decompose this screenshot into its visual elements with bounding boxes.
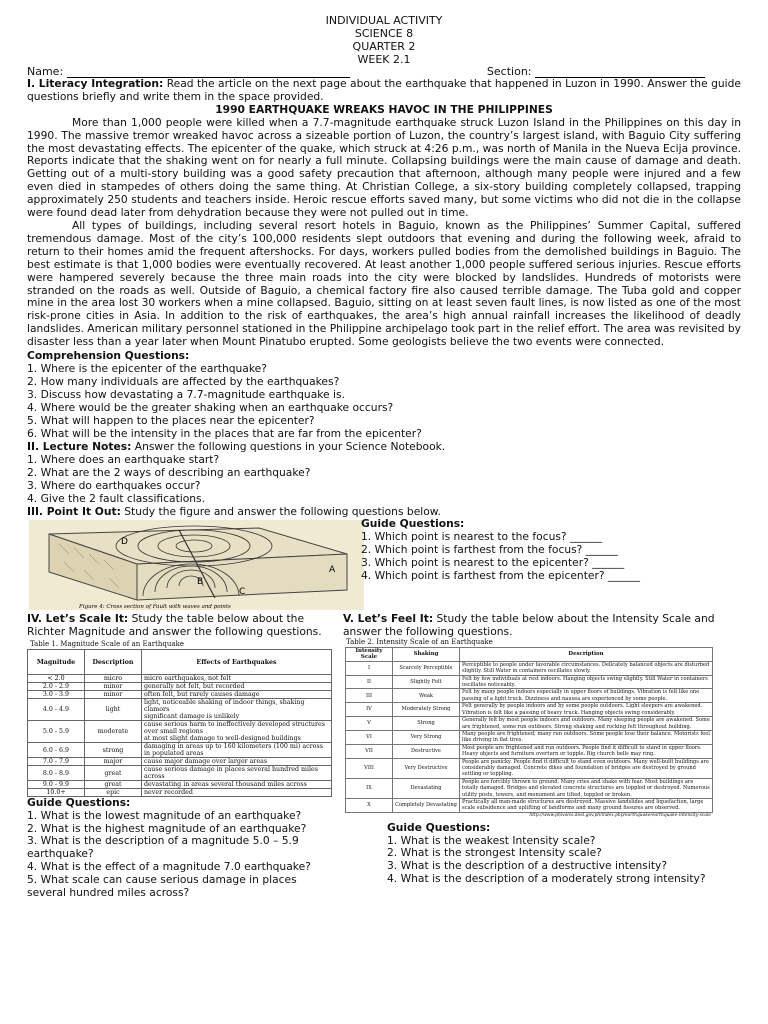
table-cell: strong <box>85 743 142 758</box>
list-item: 6. What will be the intensity in the places that are far from the epicenter? <box>27 427 422 441</box>
table-row <box>28 721 332 743</box>
table-cell: V <box>346 717 393 731</box>
part5-guide-questions <box>387 822 741 886</box>
list-item: 4. Give the 2 fault classifications. <box>27 492 206 506</box>
list-item: 1. What is the lowest magnitude of an earthquake? <box>27 808 302 822</box>
fault-cross-section-figure <box>29 520 364 610</box>
table-cell: great <box>85 781 142 789</box>
part3-heading: III. Point It Out: <box>27 505 121 519</box>
article-paragraph-2: All types of buildings, including several resort hotels in Baguio, known as the Philippines’ Summer Capital, suffered tremendous damage. Most of the city’s 100,000 residents slept outdoors that evening and during the following week, afraid to return to their homes amid the frequent aftershocks. For days, workers pulled bodies from the demolished buildings in Baguio. The best estimate is that 1,000 bodies were eventually recovered. At least another 1,000 people suffered serious injuries. Rescue efforts were hampered severely because the three main roads into the city were blocked by landslides. Hundreds of motorists were stranded on the roads as well. Outside of Baguio, a chemical factory fire also caused terrible damage. The Tuba gold and copper mine in the area lost 30 workers when a mine collapsed. Baguio, sitting on at least seven fault lines, is now listed as one of the most risk-prone cities in Asia. In addition to the risk of earthquakes, the area’s high annual rainfall increases the likelihood of deadly landslides. American military personnel stationed in the Philippine archipelago took part in the relief effort. The area was revisited by disaster less than a year later when Mount Pinatubo erupted. Some geologists believe the two events were connected. <box>27 218 741 349</box>
table-cell: minor <box>85 683 142 691</box>
table-cell: People are panicky. People find it difficult to stand even outdoors. Many well-built buildings are considerably damaged. Concrete dikes and foundation of bridges are destroyed by ground settling or toppling. <box>460 758 713 778</box>
article-title: 1990 EARTHQUAKE WREAKS HAVOC IN THE PHILIPPINES <box>215 102 553 116</box>
column-header: Intensity Scale <box>346 648 393 662</box>
table2-source: http://www.phivolcs.dost.gov.ph/index.php/earthquake/earthquake-intensity-scale <box>529 812 711 818</box>
table-cell: Destructive <box>393 744 460 758</box>
table-cell: damaging in areas up to 160 kilometers (100 mi) across in populated areas <box>142 743 332 758</box>
table-cell: Generally felt by most people indoors and outdoors. Many sleeping people are awakened. Some are frightened, some run outdoors. Strong shaking and rocking felt throughout building. <box>460 717 713 731</box>
table-cell: Felt by many people indoors especially in upper floors of buildings. Vibration is felt like one passing of a light truck. Dizziness and nausea are experienced by some people. <box>460 689 713 703</box>
part3-guide-heading: Guide Questions: <box>361 517 465 531</box>
table-cell: 7.0 - 7.9 <box>28 758 85 766</box>
intensity-column <box>343 612 741 886</box>
table-cell: Felt by few individuals at rest indoors. Hanging objects swing slightly. Still Water in containers oscillates noticeably. <box>460 675 713 689</box>
table-cell: < 2.0 <box>28 675 85 683</box>
table-row <box>346 758 713 778</box>
list-item: 4. What is the effect of a magnitude 7.0 earthquake? <box>27 860 311 874</box>
name-label: Name: <box>27 65 64 78</box>
table-cell: cause serious damage in places several hundred miles across <box>142 766 332 781</box>
list-item: 1. Where is the epicenter of the earthquake? <box>27 362 267 376</box>
part4-heading: IV. Let’s Scale It: <box>27 612 129 626</box>
point-it-out-section <box>27 518 741 612</box>
table-cell: II <box>346 675 393 689</box>
table-cell: Very Destructive <box>393 758 460 778</box>
header-quarter: QUARTER 2 <box>352 40 416 53</box>
table-row <box>28 691 332 699</box>
comprehension-questions <box>27 349 741 440</box>
part5-guide-heading: Guide Questions: <box>387 820 491 834</box>
magnitude-table <box>27 649 332 797</box>
figure-label-a: A <box>329 565 336 576</box>
figure-label-d: D <box>121 537 128 548</box>
part4-instruction: Study the table below about the Richter Magnitude and answer the following questions. <box>27 612 322 639</box>
part5-intro <box>343 612 741 638</box>
table-cell: Devastating <box>393 778 460 798</box>
part2-instruction: Answer the following questions in your Science Notebook. <box>131 440 446 454</box>
table-row <box>346 744 713 758</box>
table-cell: moderate <box>85 721 142 743</box>
table-cell: 8.0 - 8.9 <box>28 766 85 781</box>
table-cell: Weak <box>393 689 460 703</box>
table-cell: I <box>346 661 393 675</box>
list-item: 5. What scale can cause serious damage in places several hundred miles across? <box>27 872 297 899</box>
table-row <box>28 675 332 683</box>
part3-guide-questions <box>361 517 640 582</box>
table-cell: minor <box>85 691 142 699</box>
table-cell: 10.0+ <box>28 789 85 797</box>
table-cell: light, noticeable shaking of indoor things, shaking clamors significant damage is unlikely <box>142 699 332 721</box>
table-cell: 5.0 - 5.9 <box>28 721 85 743</box>
column-header: Description <box>460 648 713 662</box>
table-cell: great <box>85 766 142 781</box>
table-cell: often felt, but rarely causes damage <box>142 691 332 699</box>
list-item: 5. What will happen to the places near the epicenter? <box>27 414 315 428</box>
list-item: 1. Which point is nearest to the focus? ______ <box>361 530 603 544</box>
table-row <box>28 758 332 766</box>
column-header: Description <box>85 650 142 675</box>
table-cell: light <box>85 699 142 721</box>
part2-heading: II. Lecture Notes: <box>27 440 132 454</box>
figure-caption: Figure 4: Cross section of Fault with waves and points <box>79 604 231 611</box>
header-week: WEEK 2.1 <box>357 53 411 66</box>
table-cell: major <box>85 758 142 766</box>
table-cell: Completely Devastating <box>393 798 460 812</box>
comprehension-heading: Comprehension Questions: <box>27 349 190 363</box>
table-cell: micro earthquakes, not felt <box>142 675 332 683</box>
table-cell: epic <box>85 789 142 797</box>
column-header: Shaking <box>393 648 460 662</box>
part4-guide-questions <box>27 797 332 899</box>
list-item: 4. What is the description of a moderately strong intensity? <box>387 871 706 885</box>
tables-section <box>27 612 741 1022</box>
table-cell: Perceptible to people under favorable circumstances. Delicately balanced objects are disturbed slightly. Still Water in containers oscillates slowly. <box>460 661 713 675</box>
table-cell: X <box>346 798 393 812</box>
worksheet-header <box>0 0 768 66</box>
table-row <box>346 661 713 675</box>
section-label: Section: <box>486 65 532 78</box>
table-cell: III <box>346 689 393 703</box>
table-row <box>28 699 332 721</box>
table-cell: 3.0 - 3.9 <box>28 691 85 699</box>
part3-instruction: Study the figure and answer the following questions below. <box>120 505 441 519</box>
table-cell: Moderately Strong <box>393 703 460 717</box>
table-cell: 4.0 - 4.9 <box>28 699 85 721</box>
table-row <box>346 689 713 703</box>
list-item: 3. Which point is nearest to the epicenter? ______ <box>361 556 625 570</box>
lecture-notes <box>27 440 741 518</box>
table-row <box>28 781 332 789</box>
table-cell: 6.0 - 6.9 <box>28 743 85 758</box>
column-header: Effects of Earthquakes <box>142 650 332 675</box>
table-row <box>28 766 332 781</box>
part5-instruction: Study the table below about the Intensity Scale and answer the following questions. <box>343 612 715 639</box>
table-cell: 2.0 - 2.9 <box>28 683 85 691</box>
list-item: 3. Discuss how devastating a 7.7-magnitude earthquake is. <box>27 388 345 402</box>
table-cell: IV <box>346 703 393 717</box>
table-row <box>28 683 332 691</box>
table-cell: cause serious harm to ineffectively developed structures over small regions at most slight damage to well-designed buildings <box>142 721 332 743</box>
figure-label-b: B <box>197 577 204 588</box>
part4-guide-heading: Guide Questions: <box>27 796 131 810</box>
table-cell: devastating in areas several thousand miles across <box>142 781 332 789</box>
table-cell: Most people are frightened and run outdoors. People find it difficult to stand in upper floors. Heavy objects and furniture overturn or topple. Big church bells may ring. <box>460 744 713 758</box>
part1-intro <box>27 78 741 104</box>
table-cell: micro <box>85 675 142 683</box>
table-cell: Very Strong <box>393 730 460 744</box>
list-item: 4. Where would be the greater shaking when an earthquake occurs? <box>27 401 394 415</box>
list-item: 3. What is the description of a destructive intensity? <box>387 859 668 873</box>
list-item: 2. What is the strongest Intensity scale? <box>387 846 602 860</box>
table-row <box>346 730 713 744</box>
header-subject: SCIENCE 8 <box>354 27 414 40</box>
figure-label-c: C <box>239 587 246 598</box>
list-item: 3. Where do earthquakes occur? <box>27 479 201 493</box>
list-item: 2. How many individuals are affected by the earthquakes? <box>27 375 340 389</box>
list-item: 2. Which point is farthest from the focus? ______ <box>361 543 618 557</box>
table-row <box>28 743 332 758</box>
part4-intro <box>27 612 332 638</box>
table-cell: VII <box>346 744 393 758</box>
list-item: 4. Which point is farthest from the epicenter? ______ <box>361 569 640 583</box>
header-title: INDIVIDUAL ACTIVITY <box>325 14 443 27</box>
list-item: 3. What is the description of a magnitude 5.0 – 5.9 earthquake? <box>27 834 299 861</box>
table-row <box>346 675 713 689</box>
table-cell: People are forcibly thrown to ground. Many cries and shake with fear. Most buildings are totally damaged. Bridges and elevated concrete structures are toppled or destroyed. Numerous utility posts, towers, and monument are tilted, toppled or broken. <box>460 778 713 798</box>
list-item: 2. What are the 2 ways of describing an earthquake? <box>27 466 311 480</box>
part5-heading: V. Let’s Feel It: <box>343 612 434 626</box>
table-row <box>346 717 713 731</box>
table-row <box>346 703 713 717</box>
intensity-table <box>345 647 713 813</box>
list-item: 1. Where does an earthquake start? <box>27 453 220 467</box>
table-cell: generally not felt, but recorded <box>142 683 332 691</box>
table-cell: VI <box>346 730 393 744</box>
list-item: 1. What is the weakest Intensity scale? <box>387 833 596 847</box>
table-cell: VIII <box>346 758 393 778</box>
table-cell: Scarcely Perceptible <box>393 661 460 675</box>
table-cell: Slightly Felt <box>393 675 460 689</box>
table1-caption: Table 1. Magnitude Scale of an Earthquake <box>30 640 184 649</box>
table-cell: Practically all man-made structures are destroyed. Massive landslides and liquefaction, large scale subsidence and uplifting of landforms and many ground fissures are observed. <box>460 798 713 812</box>
table-row <box>346 778 713 798</box>
article-paragraph-1: More than 1,000 people were killed when a 7.7-magnitude earthquake struck Luzon Island in the Philippines on this day in 1990. The massive tremor wreaked havoc across a sizeable portion of Luzon, the country’s largest island, with Baguio City suffering the most devastating effects. The epicenter of the quake, which struck at 4:26 p.m., was north of Manila in the Nueva Ecija province. Reports indicate that the shaking went on for nearly a full minute. Collapsing buildings were the main cause of damage and death. Getting out of a multi-story building was a good safety precaution that afternoon, although many people were injured and a few even died in stampedes of others doing the same thing. At Christian College, a six-story building completely collapsed, trapping approximately 250 students and teachers inside. Heroic rescue efforts saved many, but some victims who did not die in the collapse were found dead later from dehydration because they were not pulled out in time. <box>27 115 741 220</box>
magnitude-column <box>27 612 332 899</box>
table-cell: never recorded <box>142 789 332 797</box>
part1-instruction: Read the article on the next page about the earthquake that happened in Luzon in 1990. Answer the guide questions briefly and write them in the space provided. <box>27 77 741 103</box>
table2-caption: Table 2. Intensity Scale of an Earthquake <box>346 638 493 647</box>
table-cell: cause major damage over larger areas <box>142 758 332 766</box>
table-cell: Strong <box>393 717 460 731</box>
table-cell: Many people are frightened; many run outdoors. Some people lose their balance. Motorists feel like driving in flat tires. <box>460 730 713 744</box>
part1-heading: I. Literacy Integration: <box>27 77 164 90</box>
list-item: 2. What is the highest magnitude of an earthquake? <box>27 821 307 835</box>
table-cell: IX <box>346 778 393 798</box>
column-header: Magnitude <box>28 650 85 675</box>
table-cell: 9.0 - 9.9 <box>28 781 85 789</box>
table-cell: Felt generally by people indoors and by some people outdoors. Light sleepers are awakened. Vibration is felt like a passing of heavy truck. Hanging objects swing considerably. <box>460 703 713 717</box>
table-row <box>346 798 713 812</box>
